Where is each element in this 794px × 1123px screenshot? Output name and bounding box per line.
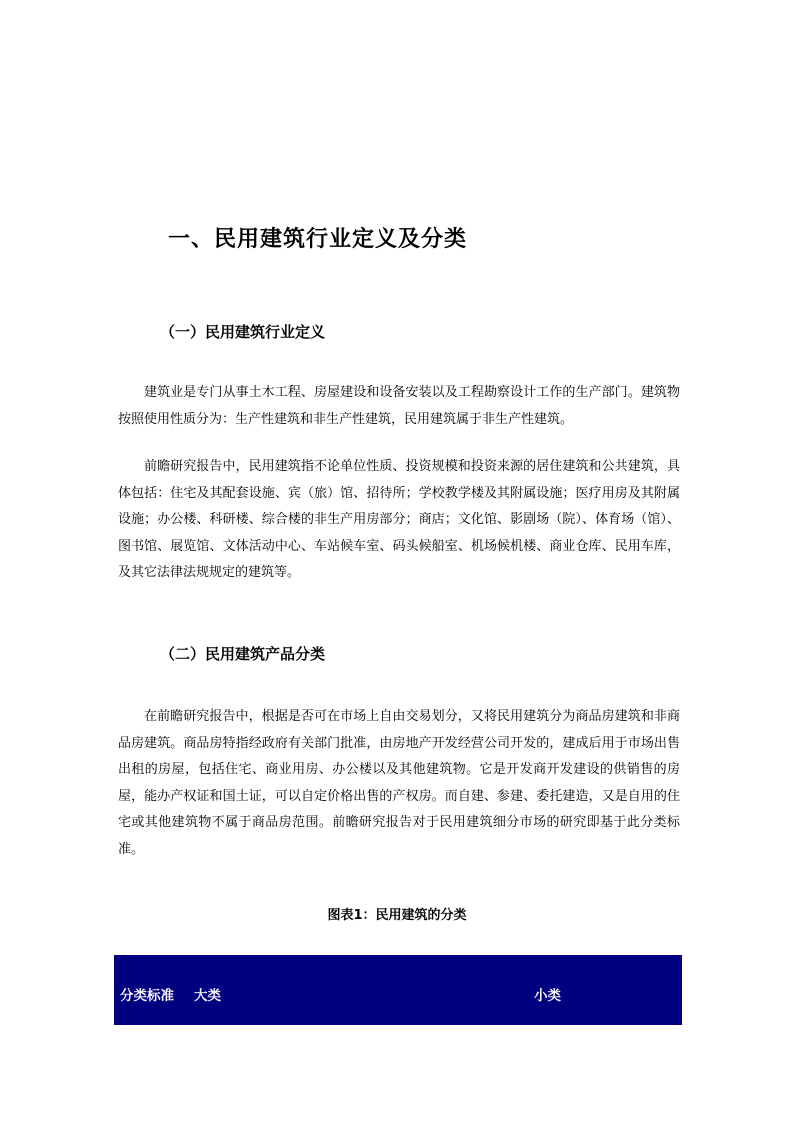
- page-title: 一、民用建筑行业定义及分类: [168, 227, 468, 252]
- paragraph-definition-1: 建筑业是专门从事土木工程、房屋建设和设备安装以及工程勘察设计工作的生产部门。建筑物按照使用性质分为：生产性建筑和非生产性建筑，民用建筑属于非生产性建筑。: [118, 385, 680, 427]
- table-header-major-category: 大类: [194, 988, 221, 1004]
- table-header-row: [114, 955, 682, 1025]
- paragraph-classification: 在前瞻研究报告中，根据是否可在市场上自由交易划分，又将民用建筑分为商品房建筑和非商品房建筑。商品房特指经政府有关部门批准，由房地产开发经营公司开发的，建成后用于市场出售出租的房屋，包括住宅、商业用房、办公楼以及其他建筑物。它是开发商开发建设的供销售的房屋，能办产权证和国土证，可以自定价格出售的产权房。而自建、参建、委托建造，又是自用的住宅或其他建筑物不属于商品房范围。前瞻研究报告对于民用建筑细分市场的研究即基于此分类标准。: [118, 709, 680, 857]
- table-header-standard: 分类标准: [120, 988, 174, 1004]
- paragraph-definition-2: 前瞻研究报告中，民用建筑指不论单位性质、投资规模和投资来源的居住建筑和公共建筑，具体包括：住宅及其配套设施、宾（旅）馆、招待所；学校教学楼及其附属设施；医疗用房及其附属设施；办公楼、科研楼、综合楼的非生产用房部分；商店；文化馆、影剧场（院）、体育场（馆）、图书馆、展览馆、文体活动中心、车站候车室、码头候船室、机场候机楼、商业仓库、民用车库，及其它法律法规规定的建筑等。: [118, 459, 680, 580]
- section-heading-classification: （二）民用建筑产品分类: [160, 645, 326, 663]
- figure-caption: 图表1：民用建筑的分类: [327, 908, 467, 923]
- section-heading-definition: （一）民用建筑行业定义: [160, 323, 326, 341]
- table-header-subcategory: 小类: [534, 988, 561, 1004]
